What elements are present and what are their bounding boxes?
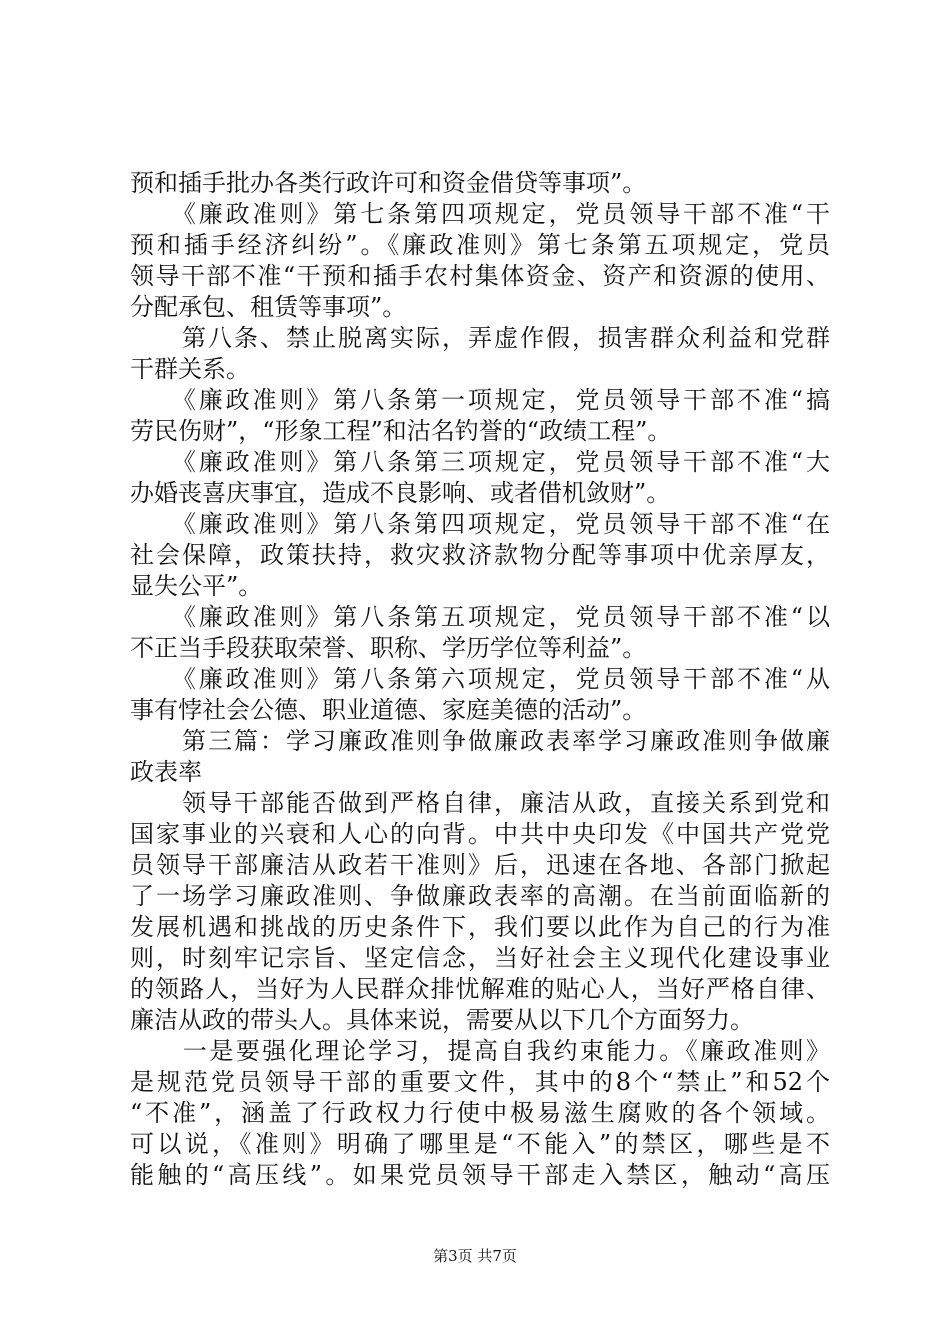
text-line: 不正当手段获取荣誉、职称、学历学位等利益”。 <box>130 634 647 662</box>
text-line: 预和插手批办各类行政许可和资金借贷等事项”。 <box>130 169 647 197</box>
text-line: 了一场学习廉政准则、争做廉政表率的高潮。在当前面临新的 <box>130 882 830 910</box>
text-line: 《廉政准则》第七条第四项规定，党员领导干部不准“干 <box>130 200 830 228</box>
text-line: 《廉政准则》第八条第一项规定，党员领导干部不准“搞 <box>130 386 830 414</box>
text-line: 分配承包、租赁等事项”。 <box>130 293 407 321</box>
text-line: 则，时刻牢记宗旨、坚定信念，当好社会主义现代化建设事业 <box>130 944 830 972</box>
text-line: 领导干部不准“干预和插手农村集体资金、资产和资源的使用、 <box>130 262 830 290</box>
text-line: 显失公平”。 <box>130 572 263 600</box>
text-line: 《廉政准则》第八条第三项规定，党员领导干部不准“大 <box>130 448 830 476</box>
text-line: 预和插手经济纠纷”。《廉政准则》第七条第五项规定，党员 <box>130 231 830 259</box>
text-line: 员领导干部廉洁从政若干准则》后，迅速在各地、各部门掀起 <box>130 851 830 879</box>
text-line: 政表率 <box>130 758 202 786</box>
text-line: “不准”，涵盖了行政权力行使中极易滋生腐败的各个领域。 <box>130 1099 830 1127</box>
text-line: 廉洁从政的带头人。具体来说，需要从以下几个方面努力。 <box>130 1006 754 1034</box>
text-line: 的领路人，当好为人民群众排忧解难的贴心人，当好严格自律、 <box>130 975 830 1003</box>
text-line: 一是要强化理论学习，提高自我约束能力。《廉政准则》 <box>130 1037 830 1065</box>
text-line: 干群关系。 <box>130 355 250 383</box>
text-line: 国家事业的兴衰和人心的向背。中共中央印发《中国共产党党 <box>130 820 830 848</box>
text-line: 能触的“高压线”。如果党员领导干部走入禁区，触动“高压 <box>130 1161 830 1189</box>
text-line: 劳民伤财”，“形象工程”和沽名钓誉的“政绩工程”。 <box>130 417 672 445</box>
text-line: 第八条、禁止脱离实际，弄虚作假，损害群众利益和党群 <box>130 324 830 352</box>
text-line: 办婚丧喜庆事宜，造成不良影响、或者借机敛财”。 <box>130 479 671 507</box>
text-line: 《廉政准则》第八条第四项规定，党员领导干部不准“在 <box>130 510 830 538</box>
text-line: 是规范党员领导干部的重要文件，其中的8个“禁止”和52个 <box>130 1068 830 1096</box>
text-line: 发展机遇和挑战的历史条件下，我们要以此作为自己的行为准 <box>130 913 830 941</box>
document-body <box>130 168 830 1191</box>
text-line: 第三篇：学习廉政准则争做廉政表率学习廉政准则争做廉 <box>130 727 830 755</box>
text-line: 事有悖社会公德、职业道德、家庭美德的活动”。 <box>130 696 647 724</box>
text-line: 领导干部能否做到严格自律，廉洁从政，直接关系到党和 <box>130 789 830 817</box>
text-line: 可以说，《准则》明确了哪里是“不能入”的禁区，哪些是不 <box>130 1130 830 1158</box>
text-line: 《廉政准则》第八条第六项规定，党员领导干部不准“从 <box>130 665 830 693</box>
page-footer: 第3页 共7页 <box>433 1247 517 1265</box>
text-line: 《廉政准则》第八条第五项规定，党员领导干部不准“以 <box>130 603 830 631</box>
text-line: 社会保障，政策扶持，救灾救济款物分配等事项中优亲厚友， <box>130 541 830 569</box>
